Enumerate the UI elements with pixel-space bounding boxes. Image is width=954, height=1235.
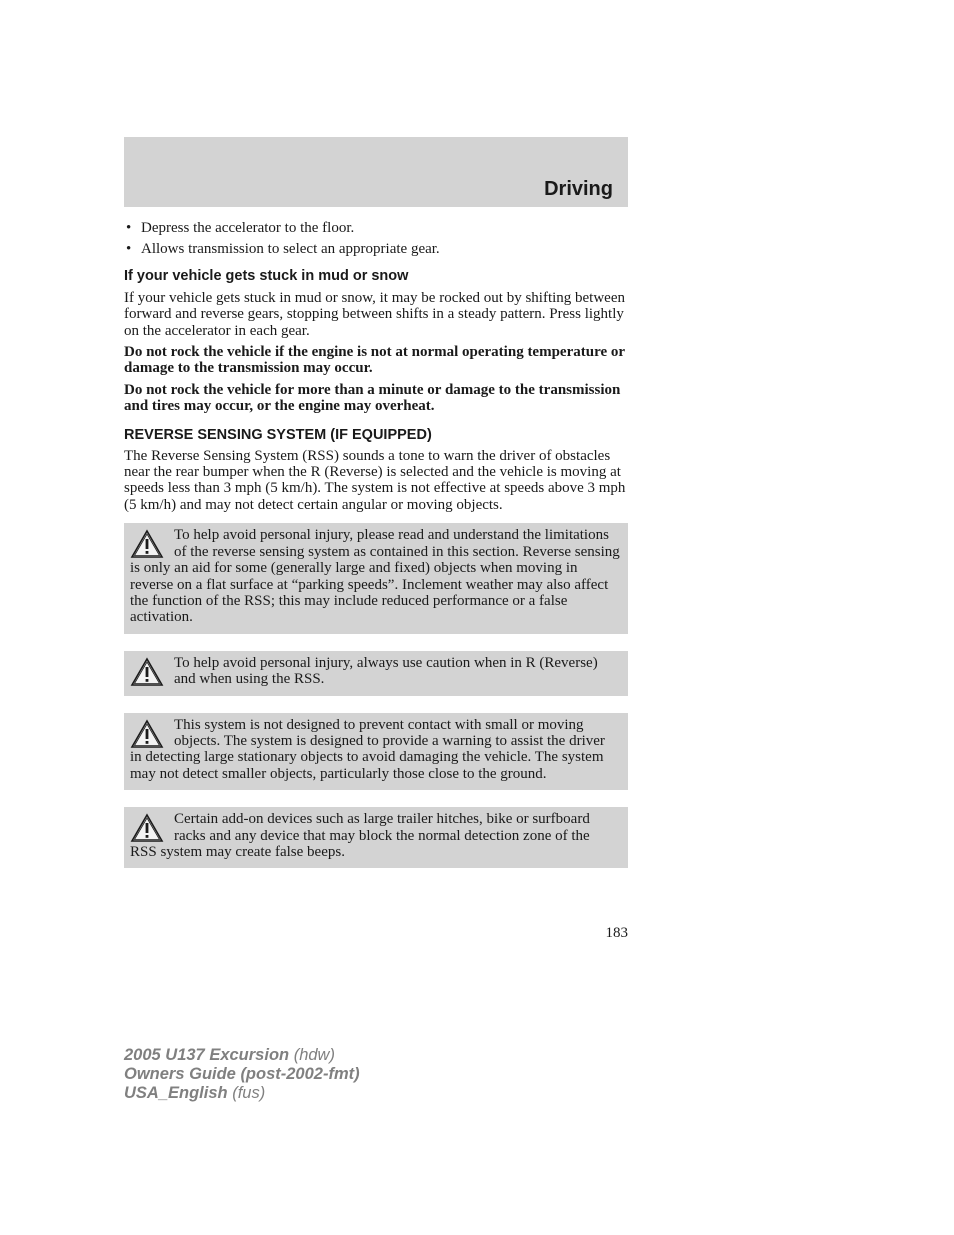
warning-box [124, 713, 628, 791]
bullet-icon: • [126, 241, 132, 258]
rss-heading: REVERSE SENSING SYSTEM (IF EQUIPPED) [124, 426, 432, 443]
rock-warning-duration: Do not rock the vehicle for more than a minute or damage to the transmission and tires may occur, or the engine may overheat. [124, 381, 621, 415]
list-item: • Depress the accelerator to the floor. [126, 220, 355, 236]
warning-text: Certain add-on devices such as large trailer hitches, bike or surfboard racks and any device that may block the normal detection zone of the RSS system may create false beeps. [130, 811, 590, 860]
bullet-list [124, 220, 628, 258]
warning-text: To help avoid personal injury, always use caution when in R (Reverse) and when using the RSS. [174, 654, 598, 688]
warning-box [124, 523, 628, 633]
warning-text: This system is not designed to prevent contact with small or moving objects. The system is designed to provide a warning to assist the driver in detecting large stationary objects to avoid damaging the vehicle. The system may not detect smaller objects, particularly those close to the ground. [130, 716, 605, 782]
warning-text: To help avoid personal injury, please read and understand the limitations of the reverse sensing system as contained in this section. Reverse sensing is only an aid for some (generally large and fixed) objects when moving in reverse on a flat surface at “parking speeds”. Inclement weather may also affect the function of the RSS; this may include reduced performance or a false activation. [130, 527, 620, 626]
footer-line-1: 2005 U137 Excursion (hdw) [124, 1046, 335, 1064]
bullet-icon: • [126, 220, 132, 236]
document-footer [124, 1046, 360, 1103]
section-header-bar [124, 137, 628, 207]
footer-line-2: Owners Guide (post-2002-fmt) [124, 1065, 360, 1083]
warning-triangle-icon [130, 719, 164, 749]
page-content [124, 220, 628, 868]
mud-snow-body: If your vehicle gets stuck in mud or snow, it may be rocked out by shifting between forward and reverse gears, stopping between shifts in a steady pattern. Press lightly on the accelerator in each gear. [124, 289, 625, 339]
footer-line-3: USA_English (fus) [124, 1084, 266, 1102]
page-number: 183 [605, 925, 628, 941]
warning-triangle-icon [130, 657, 164, 687]
warning-triangle-icon [130, 529, 164, 559]
mud-snow-heading: If your vehicle gets stuck in mud or snow [124, 267, 409, 284]
warning-box [124, 807, 628, 868]
warning-triangle-icon [130, 813, 164, 843]
section-title: Driving [544, 178, 613, 200]
rss-body: The Reverse Sensing System (RSS) sounds a tone to warn the driver of obstacles near the rear bumper when the R (Reverse) is selected and the vehicle is moving at speeds less than 3 mph (5 km/h). The system is not effective at speeds above 3 mph (5 km/h) and may not detect certain angular or moving objects. [124, 447, 626, 513]
rock-warning-temperature: Do not rock the vehicle if the engine is not at normal operating temperature or damage to the transmission may occur. [124, 344, 625, 377]
list-item: • Allows transmission to select an appropriate gear. [126, 241, 440, 258]
warning-box [124, 651, 628, 696]
